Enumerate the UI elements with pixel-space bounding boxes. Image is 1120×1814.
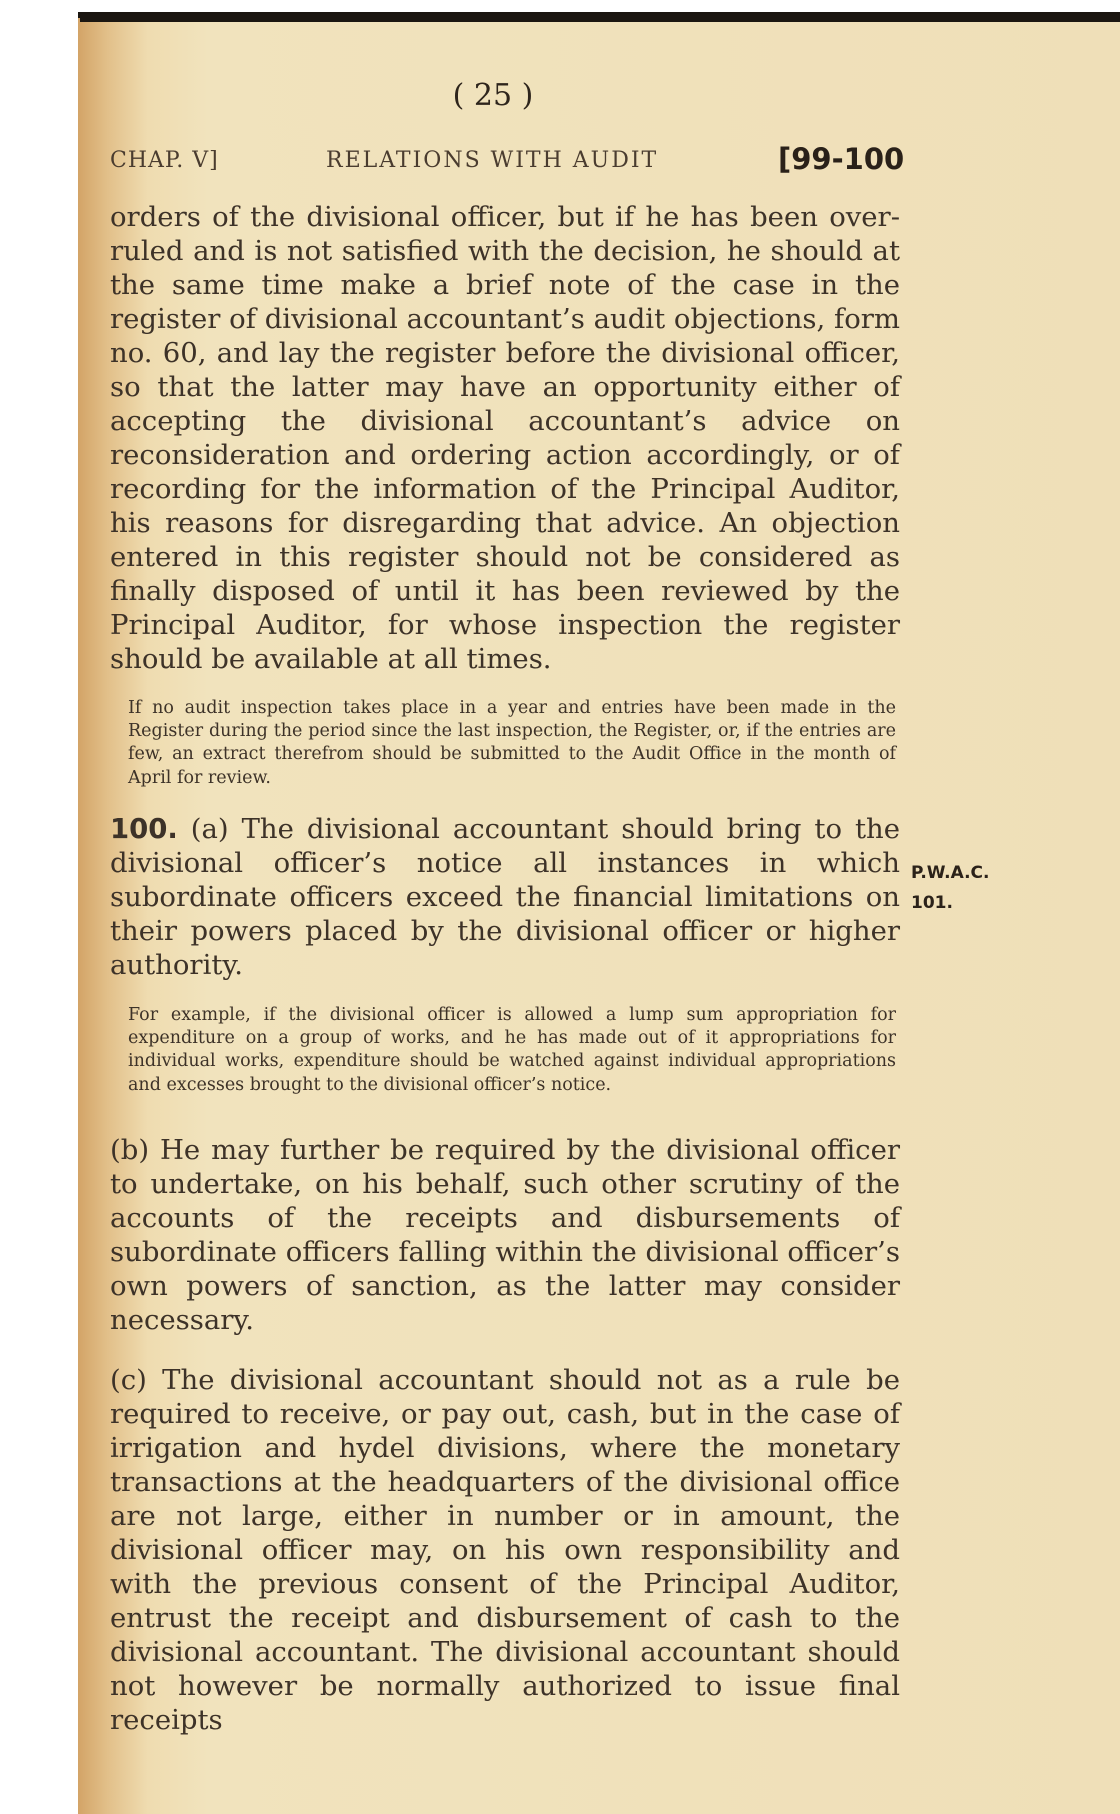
top-edge-rule xyxy=(80,14,1120,22)
paragraph-range: [99-100 xyxy=(778,142,905,176)
paragraph-100-a xyxy=(110,812,900,982)
margin-reference xyxy=(911,858,989,918)
paragraph-99-continued: orders of the divisional officer, but if he has been over-ruled and is not satisfied with the decision, he should at the same time make a brief note of the case in the register of divisional accountant’s audit objections, form no. 60, and lay the register before the divisional officer, so that the latter may have an opportunity either of accepting the divisional accountant’s advice on reconsideration and ordering action accordingly, or of recording for the information of the Principal Auditor, his reasons for disregarding that advice. An objection entered in this register should not be considered as finally disposed of until it has been reviewed by the Principal Auditor, for whose inspection the register should be available at all times. xyxy=(110,201,900,675)
paragraph-100-a-text: (a) The divisional accountant should bring to the divisional officer’s notice all instances in which subordinate officers exceed the financial limitations on their powers placed by the divisional officer or higher authority. xyxy=(110,813,900,981)
running-title: RELATIONS WITH AUDIT xyxy=(326,148,659,173)
paragraph-100-c: (c) The divisional accountant should not as a rule be required to receive, or pay out, cash, but in the case of irrigation and hydel divisions, where the monetary transactions at the headquarters of the divisional office are not large, either in number or in amount, the divisional officer may, on his own responsibility and with the previous consent of the Principal Auditor, entrust the receipt and disbursement of cash to the divisional accountant. The divisional accountant should not however be normally authorized to issue final receipts xyxy=(110,1364,900,1736)
chapter-header: CHAP. V] xyxy=(110,148,219,173)
margin-reference-code: P.W.A.C. xyxy=(911,863,990,883)
section-number-100: 100. xyxy=(110,813,178,845)
note-paragraph-100-a: For example, if the divisional officer is allowed a lump sum appropriation for expenditure on a group of works, and he has made out of it appropriations for individual works, expenditure should be watched against individual appropriations and excesses brought to the divisional officer’s notice. xyxy=(128,1005,896,1095)
margin-reference-number: 101. xyxy=(911,893,953,913)
paragraph-100-b: (b) He may further be required by the divisional officer to undertake, on his behalf, such other scrutiny of the accounts of the receipts and disbursements of subordinate officers falling within the divisional officer’s own powers of sanction, as the latter may consider necessary. xyxy=(110,1134,900,1336)
note-paragraph-99: If no audit inspection takes place in a year and entries have been made in the Register during the period since the last inspection, the Register, or, if the entries are few, an extract therefrom should be submitted to the Audit Office in the month of April for review. xyxy=(128,698,896,788)
page-number: ( 25 ) xyxy=(452,78,534,113)
